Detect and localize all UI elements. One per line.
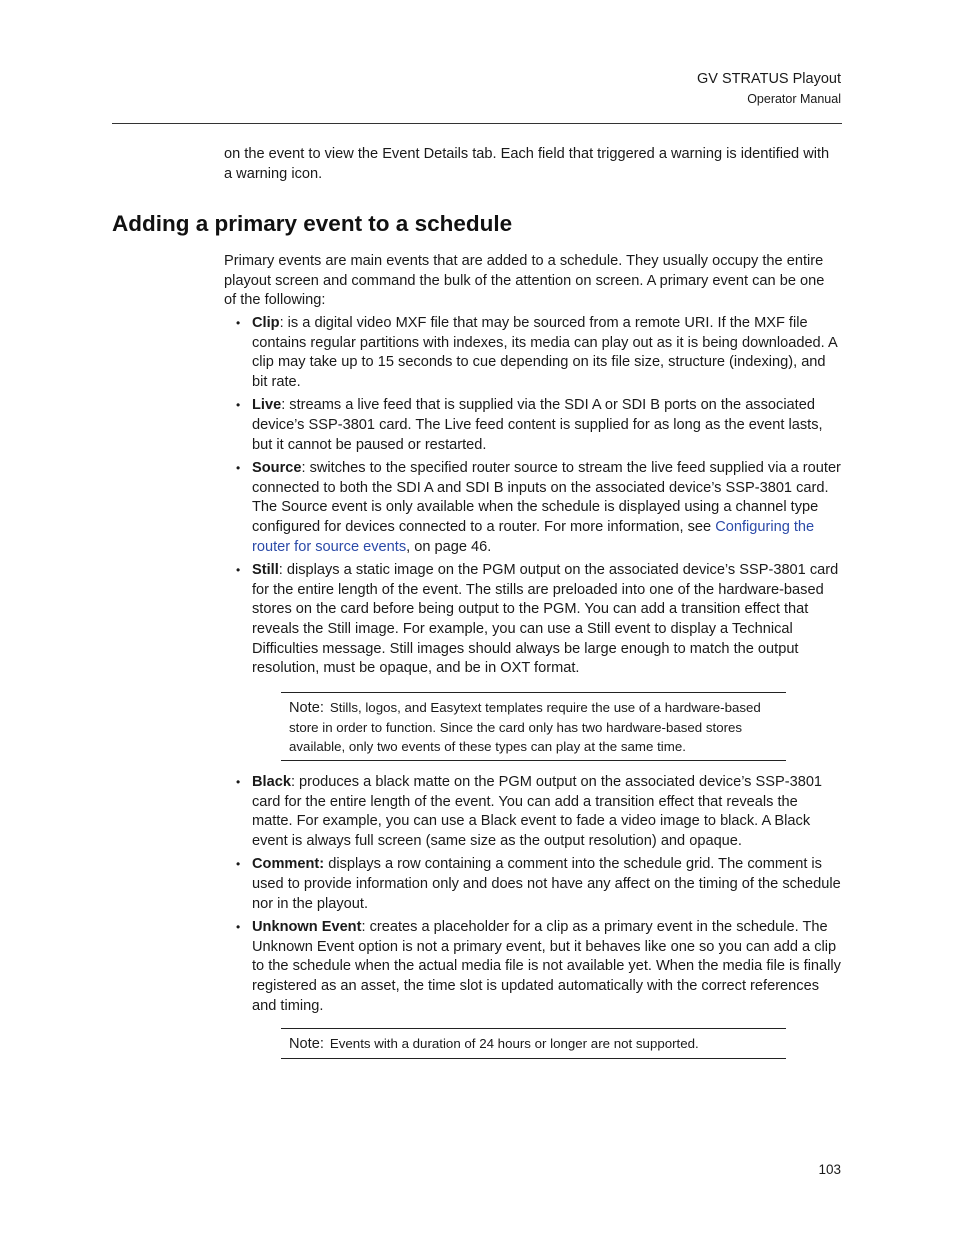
list-item [236, 396, 842, 455]
page-ref: , on page 46. [406, 538, 492, 555]
bullet-icon: • [236, 316, 241, 330]
header-product: GV STRATUS Playout [697, 71, 841, 87]
term: Black [252, 774, 291, 790]
list-item [236, 773, 842, 851]
bullet-icon: • [236, 398, 241, 413]
list-item [236, 918, 842, 1016]
note-label: Note: [289, 1036, 324, 1052]
list-item [236, 855, 842, 914]
note-label: Note: [289, 700, 324, 716]
bullet-icon: • [236, 920, 241, 935]
term: Clip [252, 315, 280, 331]
term: Source [252, 460, 302, 477]
event-type-list-continued [236, 773, 842, 1020]
list-item [236, 459, 842, 557]
definition: : switches to the specified router source to stream the live feed supplied via a router connected to both the SDI A and SDI B inputs on the associated device’s SSP-3801 card. The Source event is only available when the schedule is displayed using a channel type configured for devices connected to a router. For more information, see [252, 460, 841, 535]
header-rule [112, 123, 842, 124]
event-type-list [236, 314, 842, 683]
section-lead: Primary events are main events that are added to a schedule. They usually occupy the entire playout screen and command the bulk of the attention on screen. A primary event can be one of the following: [224, 253, 825, 309]
note-box [281, 692, 786, 761]
bullet-icon: • [236, 461, 241, 476]
router-config-link[interactable]: Configuring the router for source events [252, 518, 815, 555]
note-text: Stills, logos, and Easytext templates require the use of a hardware-based store in order to function. Since the card only has two hardware-based stores available, only two events of these types can play at the same time. [289, 700, 761, 754]
definition: displays a row containing a comment into the schedule grid. The comment is used to provide information only and does not have any affect on the timing of the schedule nor in the playout. [252, 856, 841, 912]
bullet-icon: • [236, 563, 241, 578]
bullet-icon: • [236, 857, 241, 872]
bullet-icon: • [236, 775, 241, 789]
note-text: Events with a duration of 24 hours or longer are not supported. [329, 1036, 699, 1051]
list-item [236, 561, 842, 679]
list-item [236, 314, 842, 392]
section-title: Adding a primary event to a schedule [112, 211, 513, 236]
header-manual: Operator Manual [747, 92, 841, 106]
term: Live [252, 397, 282, 414]
term: Comment: [252, 856, 325, 873]
intro-paragraph: on the event to view the Event Details tab. Each field that triggered a warning is identified with a warning icon. [224, 146, 830, 182]
definition: : creates a placeholder for a clip as a primary event in the schedule. The Unknown Event option is not a primary event, but it behaves like one so you can add a clip to the schedule when the actual media file is not available yet. When the media file is finally registered as an asset, the time slot is updated automatically with the correct references and timing. [252, 919, 841, 1014]
page-number: 103 [818, 1162, 841, 1177]
term: Still [252, 562, 279, 579]
note-box [281, 1028, 786, 1059]
definition: : streams a live feed that is supplied via the SDI A or SDI B ports on the associated device’s SSP-3801 card. The Live feed content is supplied for as long as the event lasts, but it cannot be paused or restarted. [252, 397, 823, 453]
definition: : displays a static image on the PGM output on the associated device’s SSP-3801 card for the entire length of the event. The stills are preloaded into one of the hardware-based stores on the card before being output to the PGM. You can add a transition effect that reveals the Still image. For example, you can use a Still event to display a Technical Difficulties message. Still images should always be large enough to match the output resolution, must be opaque, and be in OXT format. [252, 562, 839, 677]
definition: : is a digital video MXF file that may be sourced from a remote URI. If the MXF file contains regular partitions with indexes, its media can play out as it is being downloaded. A clip may take up to 15 seconds to cue depending on its file size, structure (indexing), and bit rate. [252, 315, 837, 390]
term: Unknown Event [252, 919, 362, 936]
definition: : produces a black matte on the PGM output on the associated device’s SSP-3801 card for the entire length of the event. You can add a transition effect that reveals the matte. For example, you can use a Black event to fade a video image to black. A Black event is always full screen (same size as the output resolution) and opaque. [252, 774, 823, 849]
